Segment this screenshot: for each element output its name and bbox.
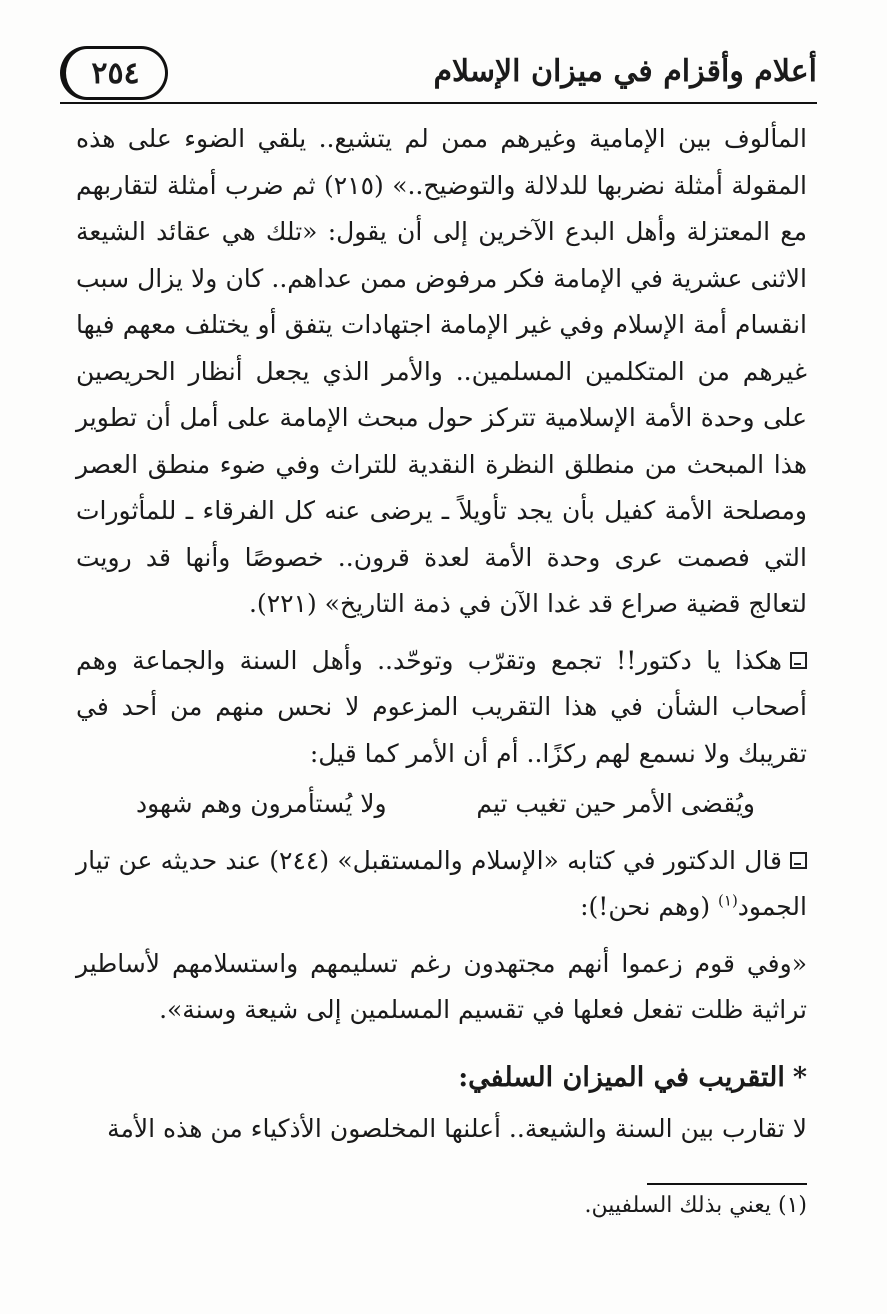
paragraph-1: المألوف بين الإمامية وغيرهم ممن لم يتشيع.. يلقي الضوء على هذه المقولة أمثلة نضربها للدلالة والتوضيح..» (٢١٥) ثم ضرب أمثلة لتقاربهم مع المعتزلة وأهل البدع الآخرين إلى أن يقول: «تلك هي عقائد الشيعة الاثنى عشرية في الإمامة فكر مرفوض ممن عداهم.. كان ولا يزال سبب انقسام أمة الإسلام وفي غير الإمامة اجتهادات يتفق أو يختلف معهم فيها غيرهم من المتكلمين المسلمين.. والأمر الذي يجعل أنظار الحريصين على وحدة الأمة الإسلامية تتركز حول مبحث الإمامة على أمل أن تطوير هذا المبحث من منطلق النظرة النقدية للتراث وفي ضوء منطق العصر ومصلحة الأمة كفيل بأن يجد تأويلاً ـ يرضى عنه كل الفرقاء ـ للمأثورات التي فصمت عرى وحدة الأمة لعدة قرون.. خصوصًا وأنها قد رويت لتعالج قضية صراع قد غدا الآن في ذمة التاريخ» (٢٢١). — [76, 124, 808, 618]
paragraph-3-text-b: (وهم نحن!): — [580, 892, 719, 921]
page-body — [76, 116, 807, 1152]
paragraph-2 — [76, 638, 807, 778]
section-heading — [76, 1056, 807, 1100]
paragraph-3-text-a: قال الدكتور في كتابه «الإسلام والمستقبل» (٢٤٤) عند حديثه عن تيار الجمود — [76, 845, 807, 921]
poetry-verse — [76, 781, 807, 828]
verse-first-hemistich: ويُقضى الأمر حين تغيب تيم — [476, 789, 755, 818]
running-title: أعلام وأقزام في ميزان الإسلام — [433, 54, 817, 89]
box-bullet-icon — [790, 652, 807, 669]
section-heading-text: التقريب في الميزان السلفي: — [458, 1061, 785, 1093]
footnote: (١) يعني بذلك السلفيين. — [584, 1193, 807, 1218]
paragraph-4: لا تقارب بين السنة والشيعة.. أعلنها المخلصون الأذكياء من هذه الأمة — [107, 1113, 807, 1143]
box-bullet-icon — [790, 852, 807, 869]
page-number: ٢٥٤ — [60, 46, 168, 100]
page-header — [60, 40, 817, 106]
header-rule — [60, 102, 817, 104]
paragraph-2-text: هكذا يا دكتور!! تجمع وتقرّب وتوحّد.. وأهل السنة والجماعة وهم أصحاب الشأن في هذا التقريب المزعوم لا نحس منهم من أحد في تقريبك ولا نسمع لهم ركزًا.. أم أن الأمر كما قيل: — [76, 645, 807, 768]
footnote-reference: (١) — [718, 891, 738, 910]
asterisk-icon: * — [792, 1061, 807, 1093]
verse-second-hemistich: ولا يُستأمرون وهم شهود — [136, 789, 387, 818]
paragraph-3 — [76, 838, 807, 931]
quotation: «وفي قوم زعموا أنهم مجتهدون رغم تسليمهم واستسلامهم لأساطير تراثية ظلت تفعل فعلها في تقسيم المسلمين إلى شيعة وسنة». — [76, 948, 807, 1024]
footnote-rule — [647, 1183, 807, 1185]
